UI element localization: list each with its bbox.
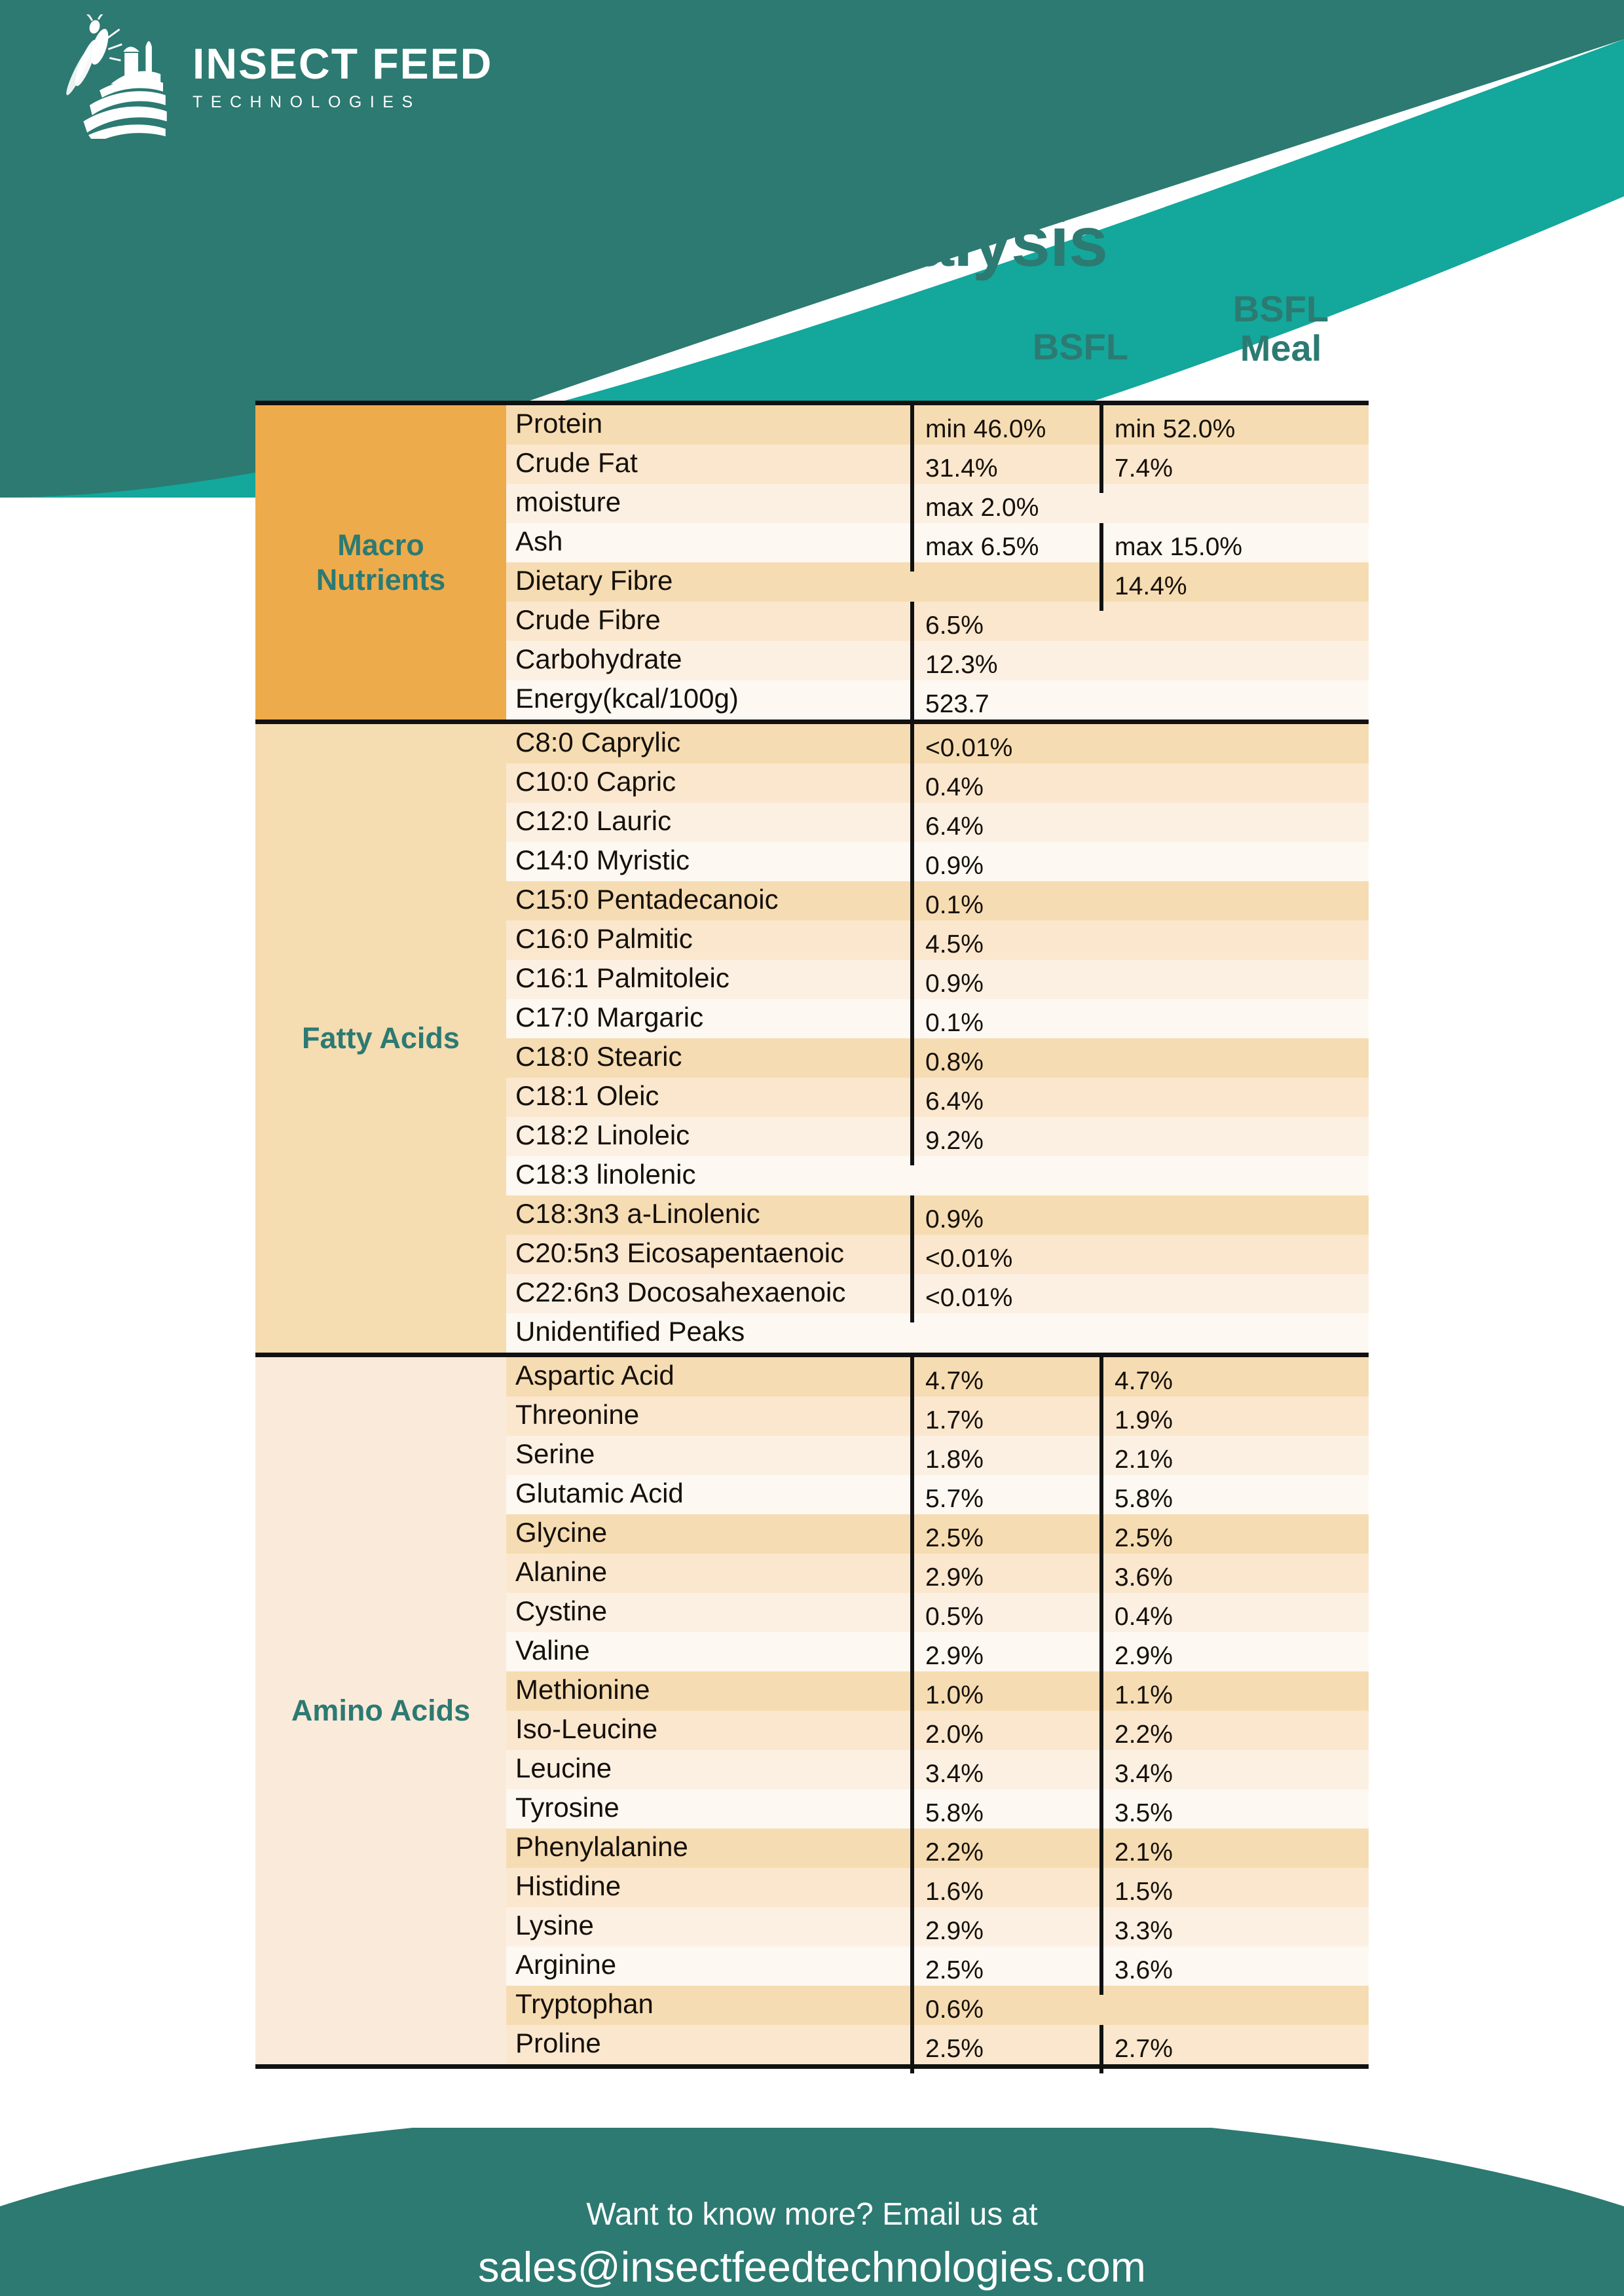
nutrient-name: Methionine [515, 1674, 650, 1705]
bsfl-meal-value: 4.7% [1099, 1357, 1289, 1406]
bsfl-meal-value: 2.1% [1099, 1829, 1289, 1877]
table-row [506, 1514, 1369, 1554]
table-row [506, 1195, 1369, 1235]
nutrient-name: C18:0 Stearic [515, 1041, 682, 1072]
bsfl-meal-value: 3.5% [1099, 1789, 1289, 1838]
table-bottom-rule [255, 2064, 1369, 2069]
table-row [506, 405, 1369, 445]
nutrient-name: Dietary Fibre [515, 565, 673, 596]
table-row [506, 1946, 1369, 1986]
nutrient-name: Tryptophan [515, 1988, 654, 2019]
table-row [506, 1357, 1369, 1396]
bsfl-meal-value: 7.4% [1099, 445, 1289, 493]
table-row [506, 1235, 1369, 1274]
nutrient-name: C20:5n3 Eicosapentaenoic [515, 1237, 845, 1268]
nutrient-name: C18:2 Linoleic [515, 1120, 690, 1150]
table-row [506, 1829, 1369, 1868]
table-row [506, 1671, 1369, 1711]
nutrient-name: Carbohydrate [515, 644, 682, 674]
nutrient-name: Phenylalanine [515, 1831, 688, 1862]
table-row [506, 1554, 1369, 1593]
bsfl-meal-value: 1.9% [1099, 1396, 1289, 1445]
bsfl-value: 1.0% [910, 1671, 1099, 1720]
bsfl-value: <0.01% [910, 724, 1099, 773]
table-row [506, 1038, 1369, 1078]
bsfl-value: 0.8% [910, 1038, 1099, 1087]
nutrition-table [255, 405, 1369, 2064]
table-row [506, 1789, 1369, 1829]
nutrient-name: Iso-Leucine [515, 1713, 658, 1744]
bsfl-value: 9.2% [910, 1117, 1099, 1165]
table-row [506, 842, 1369, 881]
table-section [255, 724, 1369, 1357]
bsfl-value: <0.01% [910, 1274, 1099, 1322]
column-header-bsfl-meal-line1: BSFL [1232, 288, 1329, 329]
nutrient-name: C8:0 Caprylic [515, 727, 681, 757]
table-row [506, 1868, 1369, 1907]
nutrient-name: Threonine [515, 1399, 640, 1430]
nutrient-name: Lysine [515, 1910, 594, 1941]
section-label [255, 1357, 506, 2064]
bsfl-value: 523.7 [910, 680, 1099, 729]
nutrient-name: Proline [515, 2028, 601, 2058]
bsfl-meal-value: 3.6% [1099, 1554, 1289, 1602]
bsfl-value: 1.7% [910, 1396, 1099, 1445]
bsfl-value: 0.9% [910, 960, 1099, 1008]
nutrient-name: C17:0 Margaric [515, 1002, 704, 1032]
table-row [506, 1117, 1369, 1156]
bsfl-meal-value: max 15.0% [1099, 523, 1289, 572]
nutrient-name: Glutamic Acid [515, 1478, 684, 1508]
table-row [506, 1593, 1369, 1632]
column-header-bsfl: BSFL [1032, 326, 1129, 367]
column-header-bsfl-meal-line2: Meal [1240, 327, 1322, 369]
nutrient-name: C10:0 Capric [515, 766, 676, 797]
bsfl-meal-value: 1.1% [1099, 1671, 1289, 1720]
bsfl-value: <0.01% [910, 1235, 1099, 1283]
bsfl-meal-value: 5.8% [1099, 1475, 1289, 1523]
column-header-bsfl-meal [1183, 289, 1379, 369]
table-row [506, 523, 1369, 562]
bsfl-value: 0.1% [910, 999, 1099, 1048]
brand-logo [51, 14, 492, 139]
table-row [506, 724, 1369, 763]
bsfl-value: 0.4% [910, 763, 1099, 812]
section-label-line2: Nutrients [316, 563, 446, 596]
nutrient-name: C18:3 linolenic [515, 1159, 696, 1190]
bsfl-value: 1.6% [910, 1868, 1099, 1916]
bsfl-value: 12.3% [910, 641, 1099, 689]
bsfl-value: max 2.0% [910, 484, 1099, 532]
section-label [255, 405, 506, 720]
brand-tagline: TECHNOLOGIES [193, 92, 421, 111]
table-rows [506, 405, 1369, 720]
bsfl-value: 2.9% [910, 1632, 1099, 1681]
table-row [506, 920, 1369, 960]
bsfl-value: 1.8% [910, 1436, 1099, 1484]
nutrient-name: Tyrosine [515, 1792, 619, 1823]
nutrient-name: C16:1 Palmitoleic [515, 962, 729, 993]
bsfl-meal-value: 3.3% [1099, 1907, 1289, 1956]
table-row [506, 960, 1369, 999]
table-row [506, 1711, 1369, 1750]
table-row [506, 881, 1369, 920]
bsfl-value: 0.9% [910, 842, 1099, 890]
nutrient-name: Cystine [515, 1595, 608, 1626]
nutrient-name: Unidentified Peaks [515, 1316, 745, 1347]
bsfl-value: 0.1% [910, 881, 1099, 930]
table-row [506, 641, 1369, 680]
section-label [255, 724, 506, 1353]
table-row [506, 680, 1369, 720]
table-row [506, 1078, 1369, 1117]
bsfl-value: 0.6% [910, 1986, 1099, 2034]
table-row [506, 1632, 1369, 1671]
table-row [506, 999, 1369, 1038]
table-rows [506, 724, 1369, 1353]
table-row [506, 1396, 1369, 1436]
bsfl-meal-value: 0.4% [1099, 1593, 1289, 1641]
bsfl-meal-value: min 52.0% [1099, 405, 1289, 454]
nutrient-name: C18:3n3 a-Linolenic [515, 1198, 760, 1229]
bsfl-value: 2.5% [910, 2025, 1099, 2073]
table-row [506, 1475, 1369, 1514]
bsfl-value: max 6.5% [910, 523, 1099, 572]
footer-email[interactable]: sales@insectfeedtechnologies.com [478, 2243, 1146, 2291]
bsfl-value: 2.0% [910, 1711, 1099, 1759]
table-rows [506, 1357, 1369, 2064]
bsfl-value: 31.4% [910, 445, 1099, 493]
nutrient-name: Crude Fibre [515, 604, 661, 635]
nutrient-name: C18:1 Oleic [515, 1080, 659, 1111]
table-row [506, 763, 1369, 803]
bsfl-value: 2.9% [910, 1907, 1099, 1956]
bsfl-value: 0.9% [910, 1195, 1099, 1244]
nutrient-name: Serine [515, 1438, 595, 1469]
footer-prompt: Want to know more? Email us at [586, 2197, 1038, 2232]
bsfl-value: 2.9% [910, 1554, 1099, 1602]
bsfl-meal-value: 2.1% [1099, 1436, 1289, 1484]
bsfl-value: 2.2% [910, 1829, 1099, 1877]
bsfl-value: 2.5% [910, 1946, 1099, 1995]
bsfl-value: 6.4% [910, 803, 1099, 851]
insect-farm-logo-icon [51, 14, 175, 139]
section-label-text: Amino Acids [291, 1694, 471, 1728]
bsfl-meal-value: 2.5% [1099, 1514, 1289, 1563]
nutrient-name: Ash [515, 526, 563, 556]
table-row [506, 803, 1369, 842]
nutrient-name: Glycine [515, 1517, 608, 1548]
bsfl-meal-value: 3.6% [1099, 1946, 1289, 1995]
table-row [506, 2025, 1369, 2064]
table-row [506, 1436, 1369, 1475]
brand-name: INSECT FEED [193, 39, 493, 88]
bsfl-meal-value: 14.4% [1099, 562, 1289, 611]
bsfl-meal-value: 2.9% [1099, 1632, 1289, 1681]
table-row [506, 1907, 1369, 1946]
bsfl-meal-value: 3.4% [1099, 1750, 1289, 1798]
table-section [255, 1357, 1369, 2064]
bsfl-value: 5.8% [910, 1789, 1099, 1838]
bsfl-value: 4.5% [910, 920, 1099, 969]
bsfl-meal-value: 2.2% [1099, 1711, 1289, 1759]
nutrient-name: Crude Fat [515, 447, 638, 478]
nutrient-name: Valine [515, 1635, 590, 1666]
nutrient-name: Histidine [515, 1870, 621, 1901]
nutrient-name: Protein [515, 408, 603, 439]
bsfl-value: 3.4% [910, 1750, 1099, 1798]
nutrient-name: Alanine [515, 1556, 608, 1587]
nutrient-name: moisture [515, 486, 621, 517]
section-label-text: Fatty Acids [302, 1021, 460, 1055]
bsfl-value: min 46.0% [910, 405, 1099, 454]
bsfl-meal-value: 1.5% [1099, 1868, 1289, 1916]
section-label-line1: Macro [337, 528, 424, 562]
nutrient-name: C14:0 Myristic [515, 845, 690, 875]
nutrient-name: Aspartic Acid [515, 1360, 674, 1391]
nutrient-name: C12:0 Lauric [515, 805, 672, 836]
bsfl-value: 6.4% [910, 1078, 1099, 1126]
bsfl-value: 0.5% [910, 1593, 1099, 1641]
nutrient-name: C15:0 Pentadecanoic [515, 884, 779, 915]
table-row [506, 445, 1369, 484]
table-top-rule [255, 401, 1369, 405]
nutrient-name: C22:6n3 Docosahexaenoic [515, 1277, 846, 1307]
bsfl-meal-value: 2.7% [1099, 2025, 1289, 2073]
bsfl-value: 4.7% [910, 1357, 1099, 1406]
table-row [506, 1750, 1369, 1789]
bsfl-value: 6.5% [910, 602, 1099, 650]
table-section [255, 405, 1369, 724]
nutrient-name: Energy(kcal/100g) [515, 683, 739, 714]
nutrient-name: Leucine [515, 1753, 612, 1783]
table-row [506, 1274, 1369, 1313]
bsfl-value: 5.7% [910, 1475, 1099, 1523]
page-title: Nutrition Analysis [516, 202, 1108, 281]
nutrient-name: Arginine [515, 1949, 617, 1980]
nutrient-name: C16:0 Palmitic [515, 923, 693, 954]
bsfl-value: 2.5% [910, 1514, 1099, 1563]
